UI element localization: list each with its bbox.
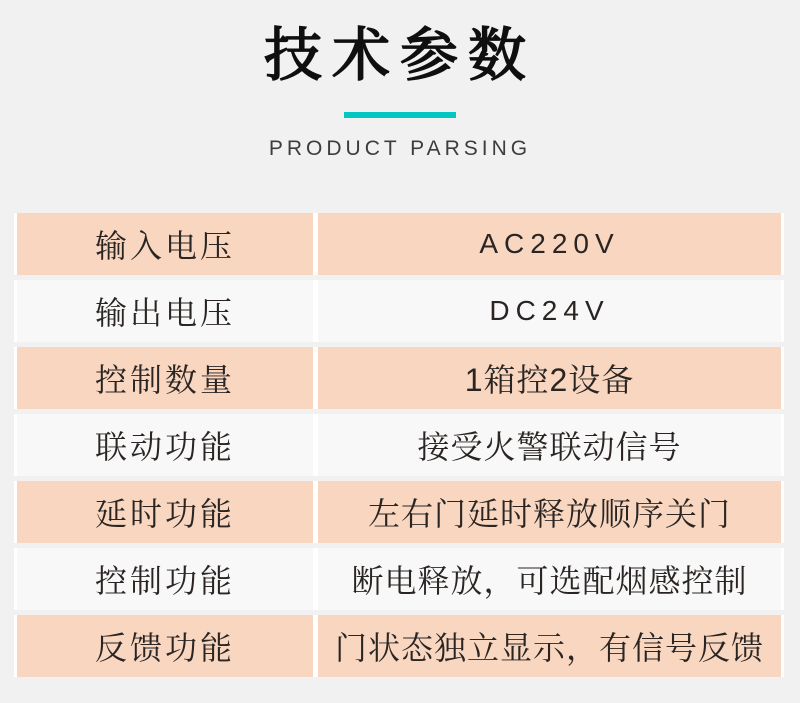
table-row [14,548,784,610]
table-row [14,615,784,677]
table-row [14,280,784,342]
spec-label: 联动功能 [17,414,313,476]
table-row [14,213,784,275]
page-title: 技术参数 [263,23,536,88]
header [0,0,800,161]
spec-value: 接受火警联动信号 [318,414,781,476]
spec-label: 输出电压 [17,280,313,342]
spec-value: 左右门延时释放顺序关门 [318,481,781,543]
spec-label: 输入电压 [17,213,313,275]
spec-label: 反馈功能 [17,615,313,677]
table-row [14,414,784,476]
page-subtitle: PRODUCT PARSING [268,137,532,160]
spec-label: 控制功能 [17,548,313,610]
spec-label: 延时功能 [17,481,313,543]
spec-value: DC24V [318,280,781,342]
spec-table [14,213,784,677]
table-row [14,347,784,409]
spec-value: 门状态独立显示，有信号反馈 [318,615,781,677]
spec-value: AC220V [318,213,781,275]
table-row [14,481,784,543]
accent-divider [344,112,456,118]
spec-value: 断电释放，可选配烟感控制 [318,548,781,610]
spec-label: 控制数量 [17,347,313,409]
spec-value: 1箱控2设备 [318,347,781,409]
